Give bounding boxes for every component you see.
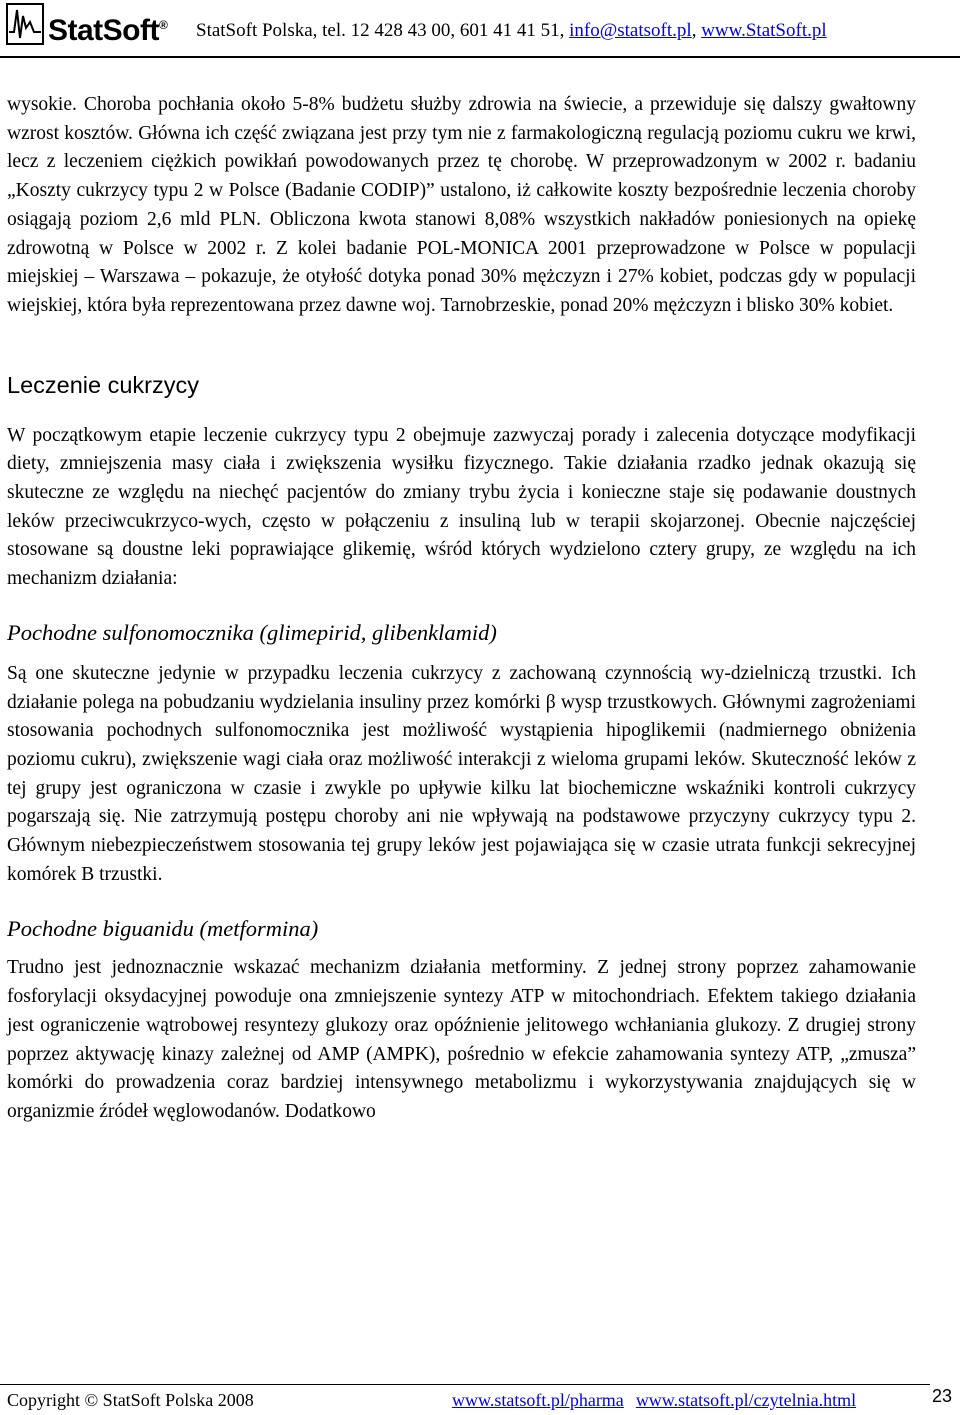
footer-copyright: Copyright © StatSoft Polska 2008 — [7, 1390, 254, 1410]
page-header — [0, 0, 960, 62]
paragraph-costs: wysokie. Choroba pochłania około 5-8% budżetu służby zdrowia na świecie, a przewiduje się dalszy gwałtowny wzrost kosztów. Główna ich część związana jest przy tym nie z farmakologiczną regulacją poziomu cukru we krwi, lecz z leczeniem ciężkich powikłań powodowanych przez tę chorobę. W przeprowadzonym w 2002 r. badaniu „Koszty cukrzycy typu 2 w Polsce (Badanie CODIP)” ustalono, iż całkowite koszty bezpośrednie leczenia choroby osiągają poziom 2,6 mld PLN. Obliczona kwota stanowi 8,08% wszystkich nakładów poniesionych na opiekę zdrowotną w Polsce w 2002 r. Z kolei badanie POL-MONICA 2001 przeprowadzone w Polsce w populacji miejskiej – Warszawa – pokazuje, że otyłość dotyka ponad 30% mężczyzn i 27% kobiet, podczas gdy w populacji wiejskiej, która była reprezentowana przez dawne woj. Tarnobrzeskie, ponad 20% mężczyzn i blisko 30% kobiet. — [7, 94, 916, 316]
main-content — [7, 91, 916, 1127]
subheading-biguanide: Pochodne biguanidu (metformina) — [7, 916, 319, 942]
subheading-sulfonylurea: Pochodne sulfonomocznika (glimepirid, glibenklamid) — [7, 619, 497, 645]
paragraph-biguanide: Trudno jest jednoznacznie wskazać mechanizm działania metforminy. Z jednej strony poprzez zahamowanie fosforylacji oksydacyjnej powoduje ona zmniejszenie syntezy ATP w mitochondriach. Efektem takiego działania jest ograniczenie wątrobowej resyntezy glukozy oraz opóźnienie jelitowego wchłaniania glukozy. Z drugiej strony poprzez aktywację kinazy zależnej od AMP (AMPK), pośrednio w efekcie zahamowania syntezy ATP, „zmusza” komórki do prowadzenia coraz bardziej intensywnego metabolizmu i wykorzystywania znajdujących się w organizmie źródeł węglowodanów. Dodatkowo — [7, 957, 916, 1122]
brand-name: StatSoft — [48, 14, 159, 47]
contact-text: StatSoft Polska, tel. 12 428 43 00, 601 41 41 51, — [196, 20, 570, 41]
paragraph-treatment: W początkowym etapie leczenie cukrzycy typu 2 obejmuje zazwyczaj porady i zalecenia dotyczące modyfikacji diety, zmniejszenia masy ciała i zwiększenia wysiłku fizycznego. Takie działania rzadko jednak okazują się skuteczne ze względu na niechęć pacjentów do zmiany trybu życia i konieczne staje się podawanie doustnych leków przeciwcukrzyco-wych, często w połączeniu z insuliną lub w terapii skojarzonej. Obecnie najczęściej stosowane są doustne leki poprawiające glikemię, wśród których wydzielono cztery grupy, ze względu na ich mechanizm działania: — [7, 424, 916, 590]
website-link[interactable]: www.StatSoft.pl — [701, 20, 827, 41]
email-link[interactable]: info@statsoft.pl — [569, 20, 692, 41]
contact-separator: , — [691, 20, 702, 41]
waveform-logo-icon — [6, 2, 50, 46]
pharma-link[interactable]: www.statsoft.pl/pharma — [452, 1390, 624, 1410]
footer-links — [452, 1390, 868, 1411]
statsoft-logo — [6, 2, 194, 48]
contact-line — [196, 20, 827, 42]
brand-wordmark — [48, 14, 167, 48]
section-heading-treatment: Leczenie cukrzycy — [7, 371, 199, 398]
reading-room-link[interactable]: www.statsoft.pl/czytelnia.html — [635, 1390, 857, 1410]
footer-divider — [0, 1384, 930, 1385]
registered-mark: ® — [159, 18, 168, 32]
page-number: 23 — [932, 1386, 953, 1406]
header-divider — [0, 56, 960, 58]
paragraph-sulfonylurea: Są one skuteczne jedynie w przypadku leczenia cukrzycy z zachowaną czynnością wy-dzielniczą trzustki. Ich działanie polega na pobudzaniu wydzielania insuliny przez komórki β wysp trzustkowych. Głównymi zagrożeniami stosowania pochodnych sulfonomocznika jest możliwość wystąpienia hipoglikemii (nadmiernego obniżenia poziomu cukru), zwiększenie wagi ciała oraz możliwość interakcji z wieloma grupami leków. Skuteczność leków z tej grupy jest ograniczona w czasie i zwykle po upływie kilku lat biochemiczne wskaźniki kontroli cukrzycy pogarszają się. Nie zatrzymują postępu choroby ani nie wpływają na podstawowe przyczyny cukrzycy typu 2. Głównym niebezpieczeństwem stosowania tej grupy leków jest pojawiająca się w czasie utrata funkcji sekrecyjnej komórek B trzustki. — [7, 662, 916, 885]
